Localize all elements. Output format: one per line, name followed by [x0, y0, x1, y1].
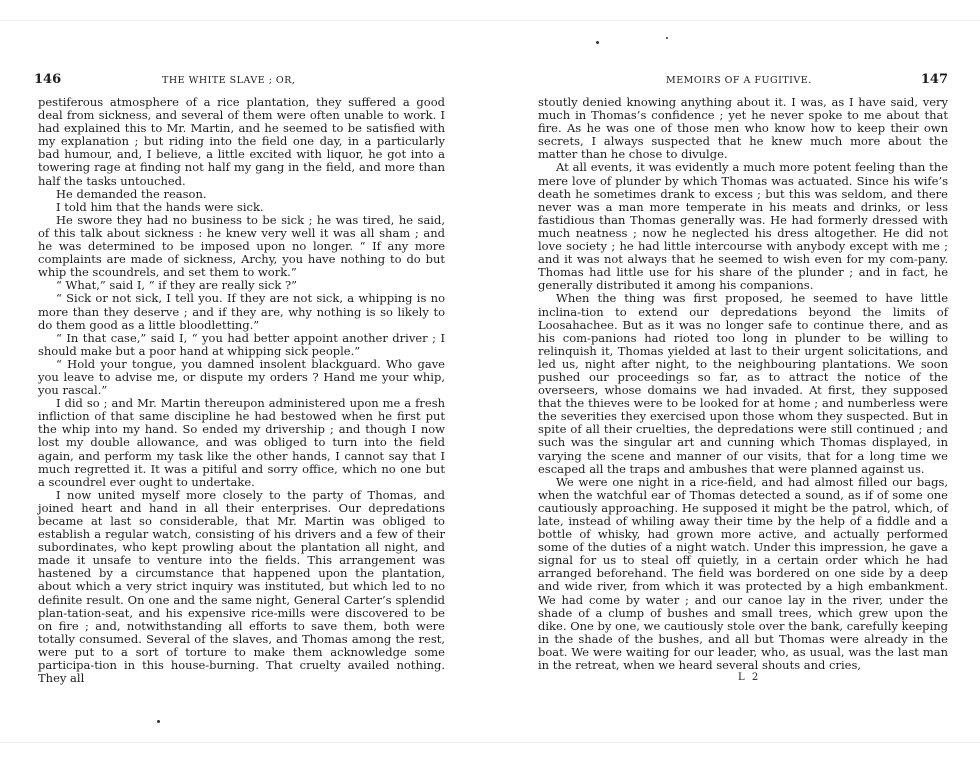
right-page-header — [538, 72, 948, 92]
left-page-header — [30, 72, 445, 92]
signature-mark: L 2 — [738, 672, 761, 683]
paragraph: I told him that the hands were sick. — [56, 199, 264, 214]
paragraph: “ In that case,” said I, “ you had better appoint another driver ; I should make but a poor hand at whipping sick people.” — [38, 330, 445, 358]
paragraph: When the thing was first proposed, he seemed to have little inclina-tion to extend our depredations beyond the limits of Loosahachee. But as it was no longer safe to continue there, and as his com-panions had rioted too long in plunder to be willing to relinquish it, Thomas yielded at last to their urgent solicitations, and led us, night after night, to the neighbouring plantations. We soon pushed our proceedings so far, as to attract the notice of the overseers, whose domains we had invaded. At first, they supposed that the thieves were to be looked for at home ; and numberless were the severities they exercised upon those whom they suspected. But in spite of all their cruelties, the depredations were still continued ; and such was the singular art and cunning which Thomas displayed, in varying the scene and manner of our visits, that for a long time we escaped all the traps and ambushes that were planned against us. — [538, 291, 948, 476]
paragraph: I did so ; and Mr. Martin thereupon administered upon me a fresh infliction of that same discipline he had bestowed when he first put the whip into my hand. So ended my drivership ; and though I now lost my double allowance, and was obliged to turn into the field again, and perform my task like the other hands, I cannot say that I much regretted it. It was a pitiful and sorry office, which no one but a scoundrel ever ought to undertake. — [38, 396, 445, 489]
running-head: MEMOIRS OF A FUGITIVE. — [666, 75, 812, 86]
left-page — [30, 0, 445, 766]
paragraph: He swore they had no business to be sick ; he was tired, he said, of this talk about sickness : he knew very well it was all sham ; and he was determined to be imposed upon no longer. “ If any more complaints are made of sickness, Archy, you have nothing to do but whip the scoundrels, and set them to work.” — [38, 212, 445, 280]
right-page — [538, 0, 948, 766]
page-number: 147 — [920, 72, 948, 87]
paragraph: stoutly denied knowing anything about it. I was, as I have said, very much in Thomas’s confidence ; yet he never spoke to me about that fire. As he was one of those men who know how to keep their own secrets, I always suspected that he knew much more about the matter than he chose to divulge. — [538, 95, 948, 162]
paragraph: We were one night in a rice-field, and had almost filled our bags, when the watchful ear of Thomas detected a sound, as if of some one cautiously approaching. He supposed it might be the patrol, which, of late, instead of whiling away their time by the help of a fiddle and a bottle of whisky, had grown more active, and actually performed some of the duties of a night watch. Under this impression, he gave a signal for us to steal off quietly, in a certain order which he had arranged beforehand. The field was bordered on one side by a deep and wide river, from which it was protected by a high embankment. We had come by water ; and our canoe lay in the river, under the shade of a clump of bushes and small trees, which grew upon the dike. One by one, we cautiously stole over the bank, carefully keeping in the shade of the bushes, and all but Thomas were already in the boat. We were waiting for our leader, who, as usual, was the last man in the retreat, when we heard several shouts and cries, — [538, 474, 948, 673]
right-page-body — [538, 96, 948, 672]
running-head: THE WHITE SLAVE ; OR, — [162, 75, 296, 86]
left-page-body — [38, 96, 445, 685]
paragraph: He demanded the reason. — [56, 186, 207, 201]
paragraph: pestiferous atmosphere of a rice plantation, they suffered a good deal from sickness, and several of them were often unable to work. I had explained this to Mr. Martin, and he seemed to be satisfied with my explanation ; but riding into the field one day, in a particularly bad humour, and, I believe, a little excited with liquor, he got into a towering rage at finding not half my gang in the field, and more than half the tasks untouched. — [38, 95, 445, 188]
page-number: 146 — [34, 72, 62, 87]
paragraph: “ What,” said I, “ if they are really sick ?” — [56, 278, 298, 293]
paragraph: At all events, it was evidently a much more potent feeling than the mere love of plunder by which Thomas was actuated. Since his wife’s death he sometimes drank to excess ; but this was seldom, and there never was a man more temperate in his meats and drinks, or less fastidious than Thomas generally was. He had formerly dressed with much neatness ; now he neglected his dress altogether. He did not love society ; he had little intercourse with anybody except with me ; and it was not always that he seemed to wish even for my com-pany. Thomas had little use for his share of the plunder ; and in fact, he generally distributed it among his companions. — [538, 160, 948, 293]
paragraph: “ Sick or not sick, I tell you. If they are not sick, a whipping is no more than they deserve ; and if they are, why nothing is so likely to do them good as a little bloodletting.” — [38, 291, 445, 332]
paragraph: “ Hold your tongue, you damned insolent blackguard. Who gave you leave to advise me, or dispute my orders ? Hand me your whip, you rascal.” — [38, 356, 445, 398]
paragraph: I now united myself more closely to the party of Thomas, and joined heart and hand in all their enterprises. Our depredations became at last so considerable, that Mr. Martin was obliged to establish a regular watch, consisting of his drivers and a few of their subordinates, who kept prowling about the plantation all night, and made it unsafe to venture into the fields. This arrangement was hastened by a circumstance that happened upon the plantation, about which a very strict inquiry was instituted, but which led to no definite result. On one and the same night, General Carter’s splendid plan-tation-seat, and his expensive rice-mills were discovered to be on fire ; and, notwithstanding all efforts to save them, both were totally consumed. Several of the slaves, and Thomas among the rest, were put to a sort of torture to make them acknowledge some participa-tion in this house-burning. That cruelty availed nothing. They all — [38, 487, 445, 686]
